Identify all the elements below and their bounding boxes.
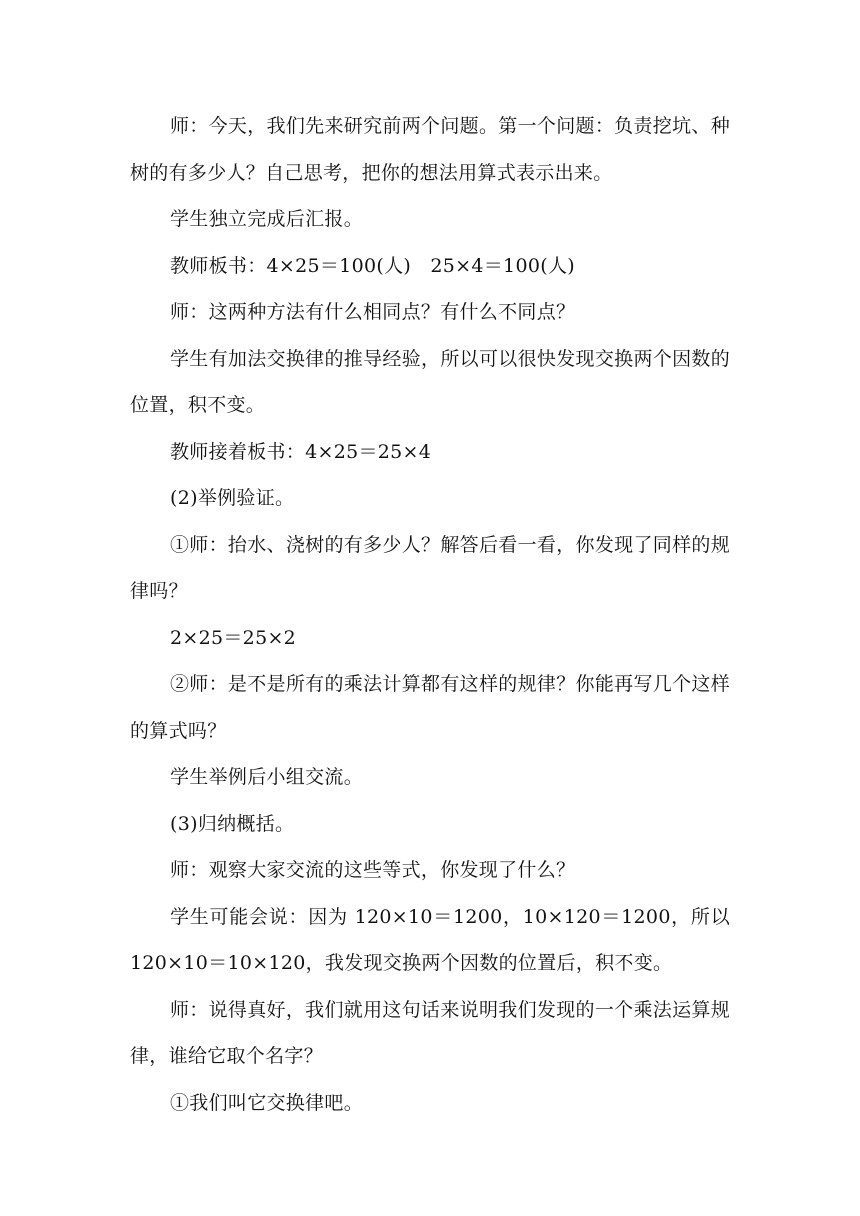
paragraph: 学生有加法交换律的推导经验，所以可以很快发现交换两个因数的位置，积不变。 (130, 347, 730, 416)
paragraph: 2×25＝25×2 (170, 626, 297, 649)
paragraph: 教师板书：4×25＝100(人) 25×4＝100(人) (170, 254, 575, 277)
paragraph: (3)归纳概括。 (170, 812, 295, 835)
paragraph: 学生举例后小组交流。 (170, 766, 364, 788)
paragraph: 教师接着板书：4×25＝25×4 (170, 440, 432, 463)
paragraph: ①师：抬水、浇树的有多少人？解答后看一看，你发现了同样的规律吗？ (130, 533, 730, 602)
paragraph: (2)举例验证。 (170, 487, 295, 509)
paragraph: 师：观察大家交流的这些等式，你发现了什么？ (170, 859, 576, 881)
paragraph: 学生可能会说：因为 120×10＝1200，10×120＝1200，所以120×10＝10×120，我发现交换两个因数的位置后，积不变。 (130, 905, 730, 974)
paragraph: 学生独立完成后汇报。 (170, 208, 364, 230)
document-body (130, 103, 730, 1126)
paragraph: ①我们叫它交换律吧。 (170, 1091, 364, 1114)
paragraph: 师：今天，我们先来研究前两个问题。第一个问题：负责挖坑、种树的有多少人？自己思考，把你的想法用算式表示出来。 (130, 115, 730, 184)
paragraph: 师：说得真好，我们就用这句话来说明我们发现的一个乘法运算规律，谁给它取个名字？ (130, 998, 730, 1067)
paragraph: 师：这两种方法有什么相同点？有什么不同点？ (170, 301, 576, 323)
paragraph: ②师：是不是所有的乘法计算都有这样的规律？你能再写几个这样的算式吗？ (130, 673, 730, 742)
